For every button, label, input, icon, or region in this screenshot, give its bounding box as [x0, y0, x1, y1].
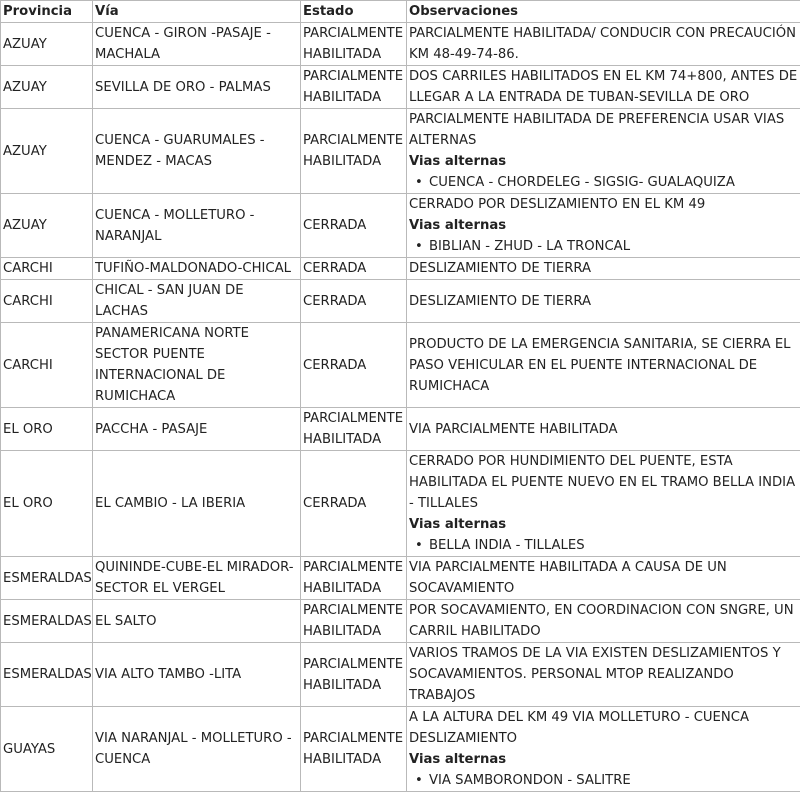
- cell-provincia-text: AZUAY: [3, 80, 47, 95]
- bullet-icon: •: [415, 770, 429, 791]
- cell-observaciones: [407, 600, 800, 643]
- cell-via-text: VIA NARANJAL - MOLLETURO - CUENCA: [95, 731, 292, 767]
- alternate-routes-title: Vias alternas: [409, 215, 800, 236]
- cell-provincia-text: EL ORO: [3, 422, 53, 437]
- cell-observaciones: [407, 109, 800, 194]
- cell-via-text: EL SALTO: [95, 614, 156, 629]
- cell-estado: [301, 600, 407, 643]
- cell-provincia-text: CARCHI: [3, 358, 53, 373]
- observacion-text: A LA ALTURA DEL KM 49 VIA MOLLETURO - CUENCA DESLIZAMIENTO: [409, 707, 800, 749]
- cell-estado-text: CERRADA: [303, 218, 366, 233]
- alternate-route-text: BELLA INDIA - TILLALES: [429, 538, 585, 553]
- observacion-text: POR SOCAVAMIENTO, EN COORDINACION CON SNGRE, UN CARRIL HABILITADO: [409, 600, 800, 642]
- cell-estado-text: PARCIALMENTE HABILITADA: [303, 26, 403, 62]
- cell-estado: [301, 643, 407, 707]
- cell-estado-text: PARCIALMENTE HABILITADA: [303, 69, 403, 105]
- cell-provincia: [1, 258, 93, 280]
- table-row: [1, 323, 800, 408]
- cell-provincia-text: ESMERALDAS: [3, 667, 92, 682]
- cell-provincia-text: CARCHI: [3, 294, 53, 309]
- cell-provincia: [1, 280, 93, 323]
- cell-provincia: [1, 408, 93, 451]
- cell-via: [93, 408, 301, 451]
- cell-estado: [301, 280, 407, 323]
- cell-via: [93, 557, 301, 600]
- cell-observaciones: [407, 408, 800, 451]
- cell-estado: [301, 408, 407, 451]
- cell-via: [93, 323, 301, 408]
- cell-via: [93, 66, 301, 109]
- cell-provincia: [1, 23, 93, 66]
- cell-observaciones: [407, 451, 800, 557]
- cell-estado: [301, 66, 407, 109]
- cell-estado: [301, 323, 407, 408]
- cell-estado-text: PARCIALMENTE HABILITADA: [303, 657, 403, 693]
- cell-observaciones: [407, 194, 800, 258]
- table-row: [1, 23, 800, 66]
- cell-observaciones: [407, 707, 800, 792]
- table-row: [1, 451, 800, 557]
- header-via: Vía: [93, 1, 301, 23]
- cell-estado: [301, 194, 407, 258]
- cell-via: [93, 194, 301, 258]
- header-row: [1, 1, 800, 23]
- observacion-text: DESLIZAMIENTO DE TIERRA: [409, 291, 800, 312]
- cell-observaciones: [407, 557, 800, 600]
- cell-provincia: [1, 707, 93, 792]
- observacion-text: CERRADO POR HUNDIMIENTO DEL PUENTE, ESTA HABILITADA EL PUENTE NUEVO EN EL TRAMO BELLA INDIA - TILLALES: [409, 451, 800, 514]
- cell-observaciones: [407, 258, 800, 280]
- cell-observaciones: [407, 66, 800, 109]
- cell-via: [93, 258, 301, 280]
- alternate-route-item: [409, 535, 800, 556]
- header-estado: Estado: [301, 1, 407, 23]
- observacion-text: VARIOS TRAMOS DE LA VIA EXISTEN DESLIZAMIENTOS Y SOCAVAMIENTOS. PERSONAL MTOP REALIZANDO TRABAJOS: [409, 643, 800, 706]
- table-row: [1, 280, 800, 323]
- cell-observaciones: [407, 643, 800, 707]
- cell-estado: [301, 451, 407, 557]
- observacion-text: PARCIALMENTE HABILITADA/ CONDUCIR CON PRECAUCIÓN KM 48-49-74-86.: [409, 23, 800, 65]
- cell-estado-text: PARCIALMENTE HABILITADA: [303, 603, 403, 639]
- cell-provincia-text: GUAYAS: [3, 742, 55, 757]
- cell-via: [93, 600, 301, 643]
- cell-provincia-text: EL ORO: [3, 496, 53, 511]
- cell-via-text: VIA ALTO TAMBO -LITA: [95, 667, 241, 682]
- cell-via-text: EL CAMBIO - LA IBERIA: [95, 496, 245, 511]
- cell-via-text: PANAMERICANA NORTE SECTOR PUENTE INTERNACIONAL DE RUMICHACA: [95, 326, 249, 404]
- cell-observaciones: [407, 23, 800, 66]
- cell-provincia-text: AZUAY: [3, 37, 47, 52]
- cell-via-text: CUENCA - GUARUMALES - MENDEZ - MACAS: [95, 133, 265, 169]
- cell-via-text: PACCHA - PASAJE: [95, 422, 207, 437]
- cell-estado-text: PARCIALMENTE HABILITADA: [303, 133, 403, 169]
- alternate-route-item: [409, 172, 800, 193]
- cell-via: [93, 707, 301, 792]
- cell-estado-text: PARCIALMENTE HABILITADA: [303, 731, 403, 767]
- cell-via: [93, 109, 301, 194]
- cell-provincia-text: ESMERALDAS: [3, 571, 92, 586]
- table-row: [1, 66, 800, 109]
- cell-provincia: [1, 323, 93, 408]
- cell-via: [93, 451, 301, 557]
- bullet-icon: •: [415, 172, 429, 193]
- alternate-routes-title: Vias alternas: [409, 749, 800, 770]
- observacion-text: PARCIALMENTE HABILITADA DE PREFERENCIA USAR VIAS ALTERNAS: [409, 109, 800, 151]
- cell-estado: [301, 258, 407, 280]
- observacion-text: CERRADO POR DESLIZAMIENTO EN EL KM 49: [409, 194, 800, 215]
- observacion-text: PRODUCTO DE LA EMERGENCIA SANITARIA, SE CIERRA EL PASO VEHICULAR EN EL PUENTE INTERNACIONAL DE RUMICHACA: [409, 334, 800, 397]
- cell-provincia: [1, 109, 93, 194]
- bullet-icon: •: [415, 236, 429, 257]
- cell-estado: [301, 109, 407, 194]
- observacion-text: DESLIZAMIENTO DE TIERRA: [409, 258, 800, 279]
- alternate-route-item: [409, 236, 800, 257]
- cell-provincia: [1, 66, 93, 109]
- cell-provincia-text: AZUAY: [3, 218, 47, 233]
- cell-estado-text: CERRADA: [303, 261, 366, 276]
- cell-provincia-text: ESMERALDAS: [3, 614, 92, 629]
- header-observaciones: Observaciones: [407, 1, 800, 23]
- header-provincia: Provincia: [1, 1, 93, 23]
- cell-provincia: [1, 643, 93, 707]
- cell-via-text: CUENCA - GIRON -PASAJE - MACHALA: [95, 26, 271, 62]
- table-row: [1, 258, 800, 280]
- table-body: [1, 23, 800, 792]
- cell-via: [93, 23, 301, 66]
- cell-via-text: TUFIÑO-MALDONADO-CHICAL: [95, 261, 291, 276]
- cell-provincia: [1, 600, 93, 643]
- cell-estado-text: CERRADA: [303, 294, 366, 309]
- cell-estado: [301, 557, 407, 600]
- cell-estado-text: PARCIALMENTE HABILITADA: [303, 560, 403, 596]
- cell-provincia: [1, 557, 93, 600]
- table-row: [1, 557, 800, 600]
- cell-provincia-text: CARCHI: [3, 261, 53, 276]
- cell-provincia-text: AZUAY: [3, 144, 47, 159]
- alternate-route-text: BIBLIAN - ZHUD - LA TRONCAL: [429, 239, 630, 254]
- observacion-text: VIA PARCIALMENTE HABILITADA: [409, 419, 800, 440]
- table-row: [1, 194, 800, 258]
- cell-estado: [301, 707, 407, 792]
- cell-estado-text: CERRADA: [303, 496, 366, 511]
- cell-via-text: CUENCA - MOLLETURO - NARANJAL: [95, 208, 254, 244]
- cell-via: [93, 643, 301, 707]
- table-row: [1, 600, 800, 643]
- cell-via-text: QUININDE-CUBE-EL MIRADOR-SECTOR EL VERGEL: [95, 560, 294, 596]
- table-row: [1, 408, 800, 451]
- table-row: [1, 707, 800, 792]
- cell-estado-text: PARCIALMENTE HABILITADA: [303, 411, 403, 447]
- observacion-text: DOS CARRILES HABILITADOS EN EL KM 74+800, ANTES DE LLEGAR A LA ENTRADA DE TUBAN-SEVILLA DE ORO: [409, 66, 800, 108]
- cell-observaciones: [407, 323, 800, 408]
- table-row: [1, 643, 800, 707]
- alternate-routes-title: Vias alternas: [409, 151, 800, 172]
- cell-observaciones: [407, 280, 800, 323]
- alternate-route-text: VIA SAMBORONDON - SALITRE: [429, 773, 631, 788]
- observacion-text: VIA PARCIALMENTE HABILITADA A CAUSA DE UN SOCAVAMIENTO: [409, 557, 800, 599]
- cell-estado-text: CERRADA: [303, 358, 366, 373]
- cell-estado: [301, 23, 407, 66]
- cell-via-text: CHICAL - SAN JUAN DE LACHAS: [95, 283, 244, 319]
- cell-provincia: [1, 194, 93, 258]
- cell-via: [93, 280, 301, 323]
- alternate-route-item: [409, 770, 800, 791]
- cell-provincia: [1, 451, 93, 557]
- table-row: [1, 109, 800, 194]
- cell-via-text: SEVILLA DE ORO - PALMAS: [95, 80, 271, 95]
- bullet-icon: •: [415, 535, 429, 556]
- alternate-route-text: CUENCA - CHORDELEG - SIGSIG- GUALAQUIZA: [429, 175, 735, 190]
- alternate-routes-title: Vias alternas: [409, 514, 800, 535]
